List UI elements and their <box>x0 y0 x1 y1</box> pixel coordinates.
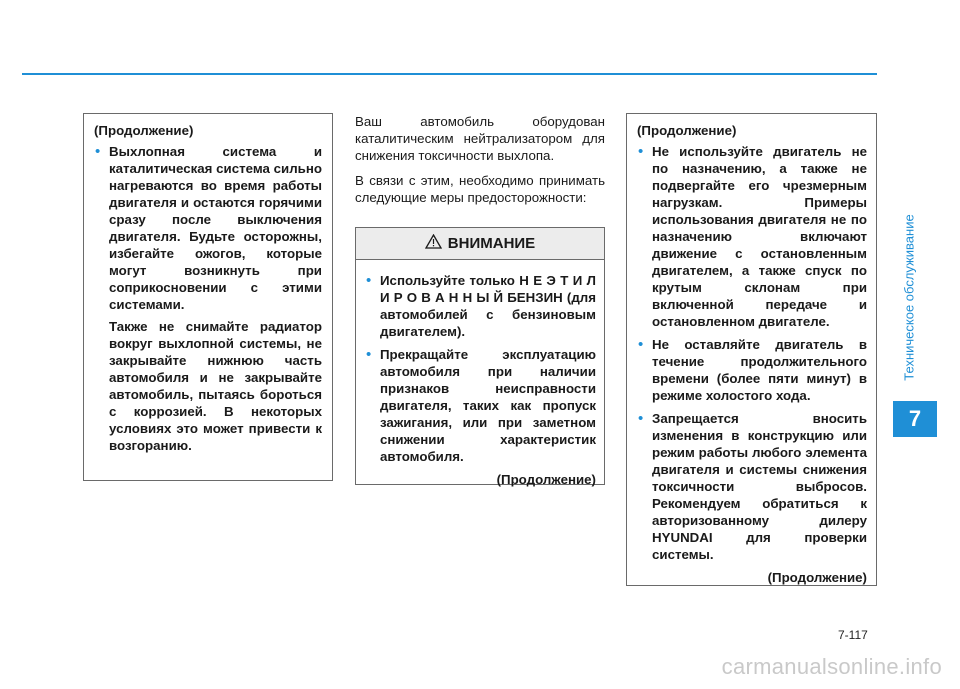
intro-paragraph: В связи с этим, необходимо принимать следующие меры предосторожности: <box>355 173 605 205</box>
bullet-dot-icon: • <box>95 143 101 160</box>
intro-paragraph: Ваш автомобиль оборудован каталитическим нейтрализатором для снижения токсичности выхлопа. <box>355 114 605 163</box>
section-title: Техническое обслуживание <box>901 214 917 381</box>
section-tab <box>896 190 922 405</box>
list-item <box>637 410 867 563</box>
list-item <box>365 272 596 340</box>
continued-label: (Продолжение) <box>767 570 867 585</box>
bullet-text: Выхлопная система и каталитическая система сильно нагреваются во время работы двигателя и остаются горячими сразу после выключения двигателя. Будьте осторожны, избегайте ожогов, которые могут возникнуть при соприкосновении с этими системами. <box>109 144 322 312</box>
bullet-text: Используйте только Н Е Э Т И Л И Р О В А Н Н Ы Й БЕНЗИН (для автомобилей с бензиновым двигателем). <box>380 273 596 339</box>
list-item <box>637 336 867 404</box>
warning-header <box>356 228 604 260</box>
intro-text <box>355 113 605 214</box>
continued-label: (Продолжение) <box>94 123 194 138</box>
warning-triangle-icon <box>425 234 442 253</box>
bullet-text: Запрещается вносить изменения в конструкцию или режим работы любого элемента двигателя и системы снижения токсичности выбросов. Рекомендуем обратиться к авторизованному дилеру HYUNDAI для проверки системы. <box>652 411 867 562</box>
warning-title: ВНИМАНИЕ <box>447 235 536 252</box>
continued-label: (Продолжение) <box>496 472 596 487</box>
chapter-badge: 7 <box>893 401 937 437</box>
watermark: carmanualsonline.info <box>721 654 942 679</box>
right-info-box <box>626 113 877 586</box>
bullet-dot-icon: • <box>638 336 644 353</box>
page-number: 7-117 <box>838 628 868 642</box>
list-item <box>637 143 867 330</box>
warning-box <box>355 227 605 485</box>
bullet-text: Не используйте двигатель не по назначению, а также не подвергайте его чрезмерным нагрузкам. Примеры использования двигателя не по назначению включают движение с остановленным двигателем, а также спуск по крутым склонам при включенной передаче и остановленном двигателе. <box>652 144 867 329</box>
bullet-text: Не оставляйте двигатель в течение продолжительного времени (более пяти минут) в режиме холостого хода. <box>652 337 867 403</box>
bullet-dot-icon: • <box>366 346 372 363</box>
left-info-box <box>83 113 333 481</box>
bullet-dot-icon: • <box>366 272 372 289</box>
bullet-dot-icon: • <box>638 143 644 160</box>
bullet-dot-icon: • <box>638 410 644 427</box>
list-item <box>365 346 596 465</box>
header-rule <box>22 73 877 75</box>
list-item <box>94 143 322 454</box>
bullet-text: Прекращайте эксплуатацию автомобиля при наличии признаков неисправности двигателя, таких как пропуск зажигания, или при заметном снижении характеристик автомобиля. <box>380 347 596 464</box>
warning-body <box>356 260 604 494</box>
bullet-text-continued: Также не снимайте радиатор вокруг выхлопной системы, не закрывайте нижнюю часть автомобиля и не закрывайте автомобиль, пытаясь бороться с коррозией. В некоторых условиях это может привести к возгоранию. <box>109 319 322 453</box>
continued-label: (Продолжение) <box>637 123 737 138</box>
